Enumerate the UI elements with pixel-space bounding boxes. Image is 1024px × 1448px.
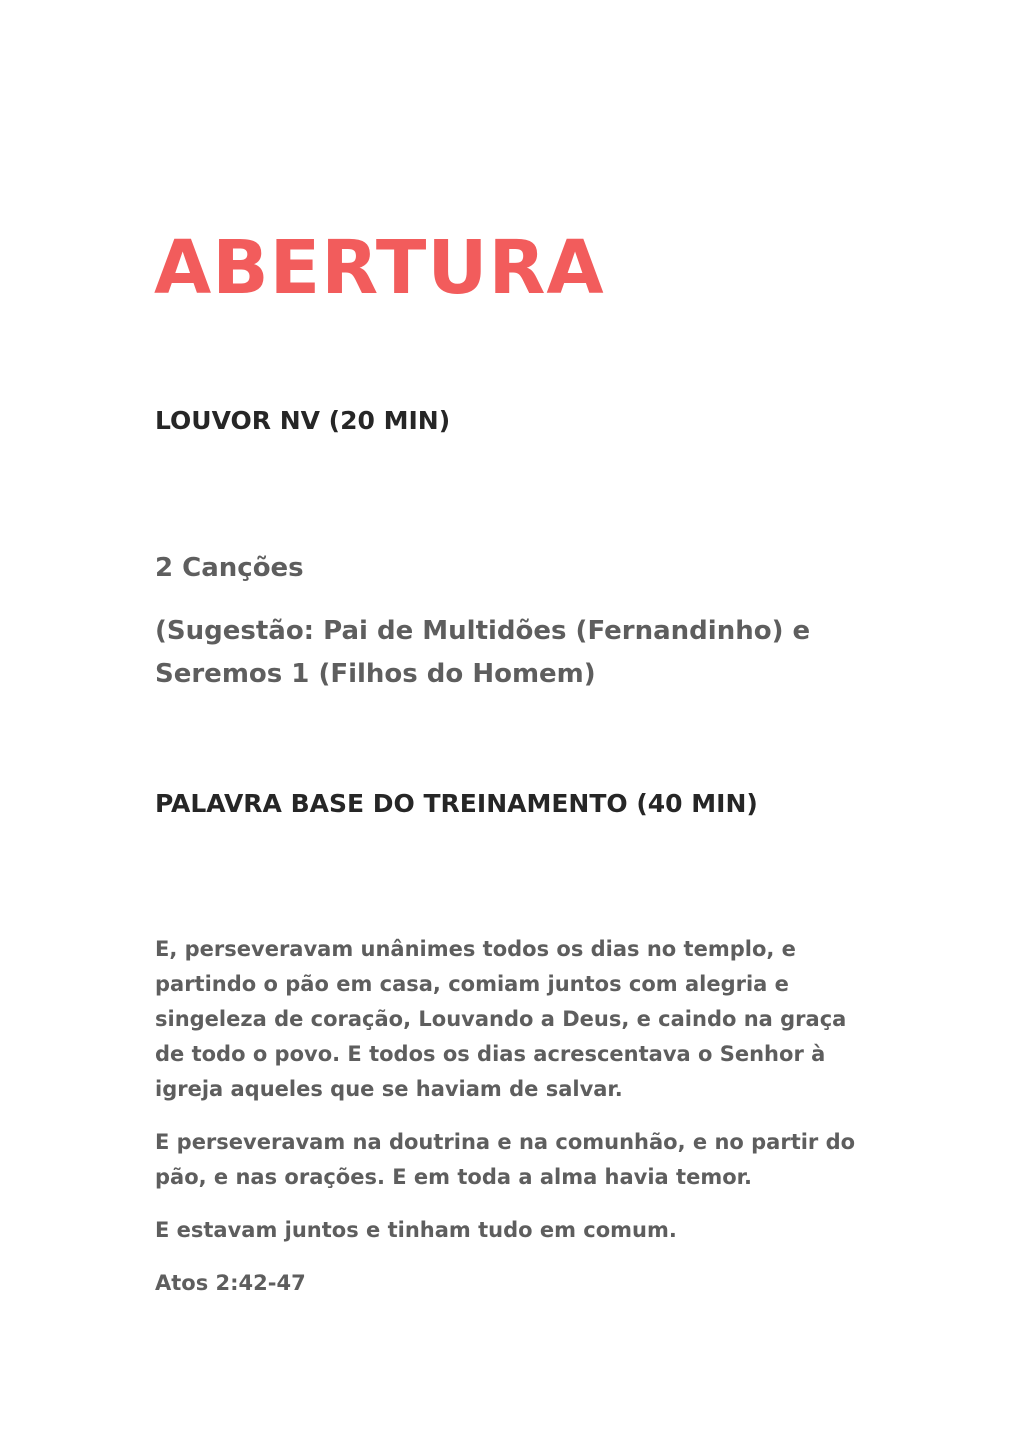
verse-paragraph: E perseveravam na doutrina e na comunhão, e no partir do pão, e nas orações. E em toda a alma havia temor.: [155, 1130, 856, 1189]
verse-reference: Atos 2:42-47: [155, 1271, 306, 1295]
page-title: ABERTURA: [154, 225, 605, 311]
verse-paragraph: E estavam juntos e tinham tudo em comum.: [155, 1218, 677, 1242]
songs-suggestion: (Sugestão: Pai de Multidões (Fernandinho) e Seremos 1 (Filhos do Homem): [155, 616, 811, 689]
section-heading-louvor: LOUVOR NV (20 MIN): [155, 406, 451, 435]
songs-count: 2 Canções: [155, 553, 304, 583]
verse-paragraph: E, perseveravam unânimes todos os dias no templo, e partindo o pão em casa, comiam juntos com alegria e singeleza de coração, Louvando a Deus, e caindo na graça de todo o povo. E todos os dias acrescentava o Senhor à igreja aqueles que se haviam de salvar.: [155, 937, 847, 1101]
section-heading-palavra: PALAVRA BASE DO TREINAMENTO (40 MIN): [155, 789, 758, 818]
